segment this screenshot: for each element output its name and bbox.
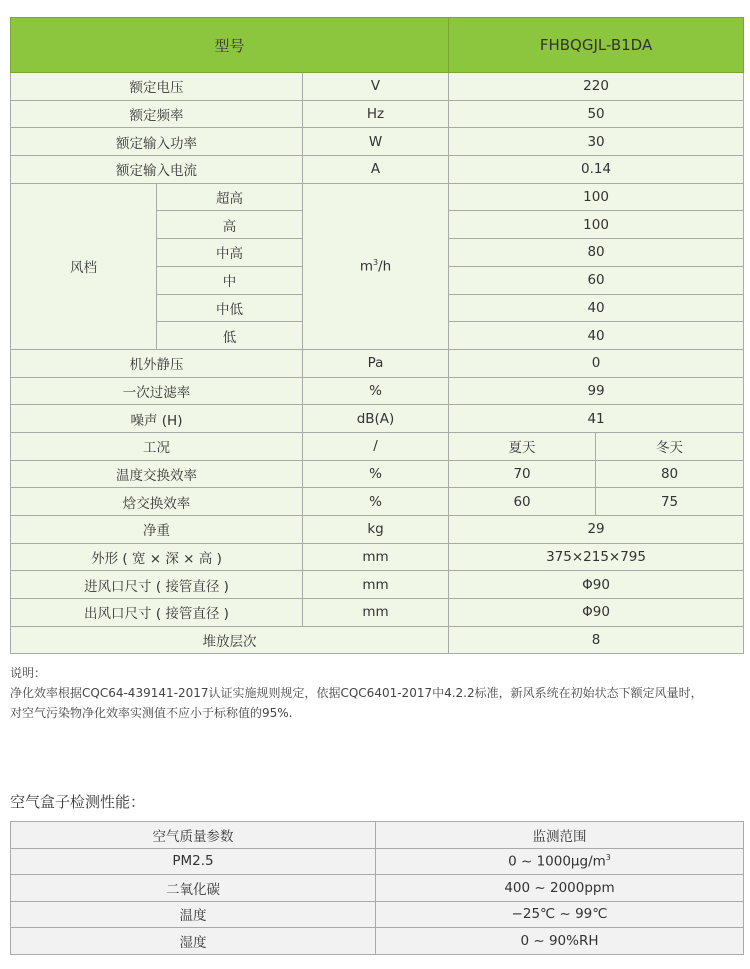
table-row [11, 599, 744, 627]
static-pressure-value: 0 [449, 349, 744, 377]
dimensions-label: 外形 ( 宽 × 深 × 高 ) [11, 543, 303, 571]
fan-level-value: 60 [449, 266, 744, 294]
fan-level-name: 中高 [157, 239, 303, 267]
air-range [376, 848, 744, 875]
air-range-text: 0 ~ 1000μg/m [508, 853, 606, 870]
net-weight-label: 净重 [11, 516, 303, 544]
fan-level-name: 高 [157, 211, 303, 239]
table-row [11, 928, 744, 955]
static-pressure-unit: Pa [303, 349, 449, 377]
net-weight-value: 29 [449, 516, 744, 544]
fan-level-name: 中 [157, 266, 303, 294]
rated-current-unit: A [303, 156, 449, 184]
air-range-sup: 3 [605, 853, 611, 862]
air-param: PM2.5 [11, 848, 376, 875]
fan-unit-tail: /h [378, 258, 392, 275]
fan-speed-label: 风档 [11, 183, 157, 349]
rated-power-label: 额定输入功率 [11, 128, 303, 156]
enthalpy-exchange-unit: % [303, 488, 449, 516]
stacking-label: 堆放层次 [11, 626, 449, 654]
rated-current-value: 0.14 [449, 156, 744, 184]
rated-voltage-label: 额定电压 [11, 73, 303, 101]
fan-level-name: 超高 [157, 183, 303, 211]
rated-frequency-label: 额定频率 [11, 100, 303, 128]
table-row [11, 488, 744, 516]
table-row [11, 543, 744, 571]
table-row [11, 901, 744, 928]
fan-speed-unit [303, 183, 449, 349]
spec-header-row [11, 18, 744, 73]
rated-current-label: 额定输入电流 [11, 156, 303, 184]
condition-unit: / [303, 432, 449, 460]
table-row [11, 516, 744, 544]
outlet-size-unit: mm [303, 599, 449, 627]
stacking-value: 8 [449, 626, 744, 654]
fan-level-value: 40 [449, 294, 744, 322]
table-row [11, 848, 744, 875]
condition-summer: 夏天 [449, 432, 596, 460]
table-row [11, 100, 744, 128]
air-param-header: 空气质量参数 [11, 822, 376, 849]
air-header-row [11, 822, 744, 849]
air-range-header: 监测范围 [376, 822, 744, 849]
enthalpy-exchange-label: 焓交换效率 [11, 488, 303, 516]
noise-unit: dB(A) [303, 405, 449, 433]
fan-level-value: 100 [449, 183, 744, 211]
table-row [11, 626, 744, 654]
air-range: −25℃ ~ 99℃ [376, 901, 744, 928]
table-row [11, 128, 744, 156]
condition-winter: 冬天 [596, 432, 744, 460]
enthalpy-exchange-summer: 60 [449, 488, 596, 516]
air-range: 0 ~ 90%RH [376, 928, 744, 955]
table-row [11, 73, 744, 101]
fan-level-name: 中低 [157, 294, 303, 322]
condition-label: 工况 [11, 432, 303, 460]
note-line-1: 净化效率根据CQC64-439141-2017认证实施规则规定，依据CQC6401-2017中4.2.2标准，新风系统在初始状态下额定风量时， [10, 686, 703, 700]
filtration-label: 一次过滤率 [11, 377, 303, 405]
static-pressure-label: 机外静压 [11, 349, 303, 377]
filtration-unit: % [303, 377, 449, 405]
inlet-size-value: Φ90 [449, 571, 744, 599]
dimensions-unit: mm [303, 543, 449, 571]
fan-level-value: 100 [449, 211, 744, 239]
fan-level-value: 40 [449, 322, 744, 350]
outlet-size-value: Φ90 [449, 599, 744, 627]
model-value: FHBQGJL-B1DA [449, 18, 744, 73]
air-box-title: 空气盒子检测性能： [10, 793, 146, 811]
table-row [11, 349, 744, 377]
fan-unit-sup: 3 [372, 258, 379, 268]
rated-frequency-unit: Hz [303, 100, 449, 128]
temp-exchange-label: 温度交换效率 [11, 460, 303, 488]
temp-exchange-summer: 70 [449, 460, 596, 488]
net-weight-unit: kg [303, 516, 449, 544]
table-row [11, 875, 744, 902]
table-row [11, 432, 744, 460]
dimensions-value: 375×215×795 [449, 543, 744, 571]
air-box-table [10, 821, 744, 955]
spec-table [10, 17, 744, 654]
table-row [11, 183, 744, 211]
table-row [11, 156, 744, 184]
air-param: 二氧化碳 [11, 875, 376, 902]
enthalpy-exchange-winter: 75 [596, 488, 744, 516]
rated-power-value: 30 [449, 128, 744, 156]
rated-frequency-value: 50 [449, 100, 744, 128]
outlet-size-label: 出风口尺寸 ( 接管直径 ) [11, 599, 303, 627]
filtration-value: 99 [449, 377, 744, 405]
air-param: 湿度 [11, 928, 376, 955]
temp-exchange-winter: 80 [596, 460, 744, 488]
rated-voltage-value: 220 [449, 73, 744, 101]
note-line-2: 对空气污染物净化效率实测值不应小于标称值的95%. [10, 706, 293, 720]
fan-level-value: 80 [449, 239, 744, 267]
table-row [11, 405, 744, 433]
model-label: 型号 [11, 18, 449, 73]
noise-value: 41 [449, 405, 744, 433]
noise-label: 噪声 (H) [11, 405, 303, 433]
note-title: 说明： [10, 666, 47, 680]
fan-level-name: 低 [157, 322, 303, 350]
table-row [11, 460, 744, 488]
air-range: 400 ~ 2000ppm [376, 875, 744, 902]
temp-exchange-unit: % [303, 460, 449, 488]
table-row [11, 571, 744, 599]
fan-unit-base: m [359, 258, 373, 275]
rated-voltage-unit: V [303, 73, 449, 101]
inlet-size-label: 进风口尺寸 ( 接管直径 ) [11, 571, 303, 599]
air-param: 温度 [11, 901, 376, 928]
table-row [11, 377, 744, 405]
rated-power-unit: W [303, 128, 449, 156]
inlet-size-unit: mm [303, 571, 449, 599]
